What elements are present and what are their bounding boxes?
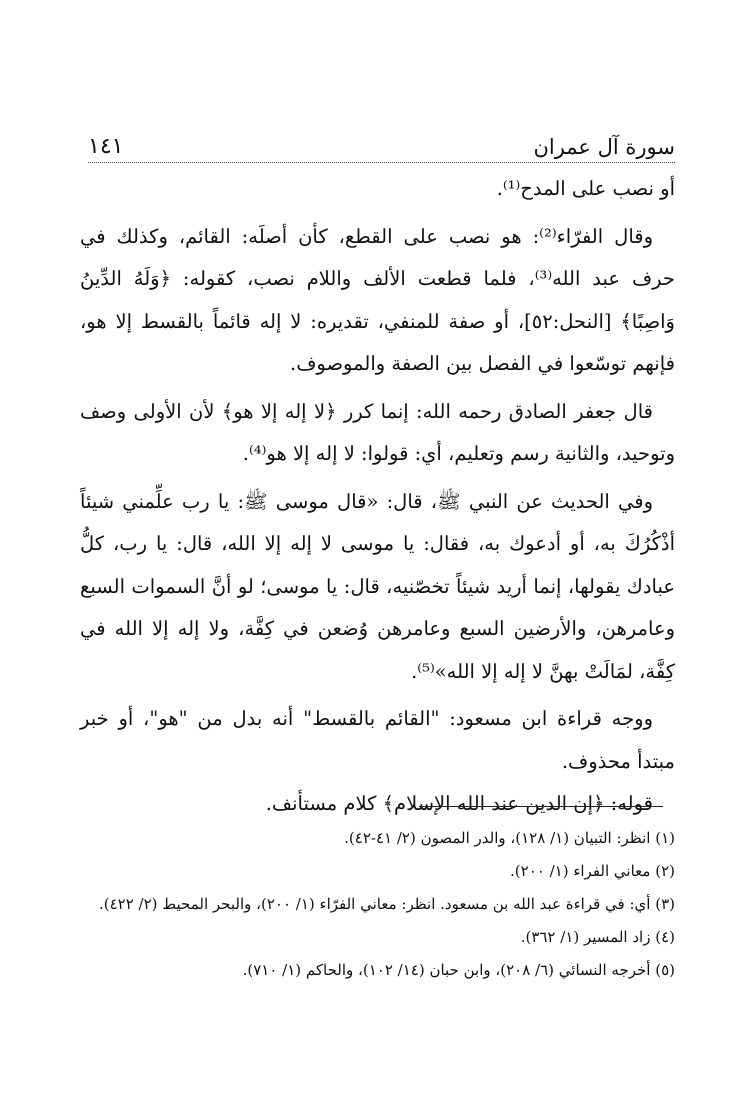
footnote: (٣) أي: في قراءة عبد الله بن مسعود. انظر: معاني الفرّاء (١/ ٢٠٠)، والبحر المحيط (٢/ ٤٢٢). [98,895,675,913]
page-header [88,128,675,163]
paragraph: قال جعفر الصادق رحمه الله: إنما كرر ﴿لا إله إلا هو﴾ لأن الأولى وصف وتوحيد، والثانية رسم وتعليم، أي: قولوا: لا إله إلا هو⁽⁴⁾. [80,399,675,465]
footnote: (١) انظر: التبيان (١/ ١٢٨)، والدر المصون (٢/ ٤١-٤٢). [344,829,675,847]
page-number: ١٤١ [88,134,124,159]
main-text [80,168,675,826]
surah-title: سورة آل عمران [533,135,675,159]
footnote: (٥) أخرجه النسائي (٦/ ٢٠٨)، وابن حبان (١٤/ ١٠٢)، والحاكم (١/ ٧١٠). [242,961,675,979]
footnote: (٢) معاني الفراء (١/ ٢٠٠). [510,862,675,880]
footnote: (٤) زاد المسير (١/ ٣٦٢). [520,928,675,946]
paragraph: وفي الحديث عن النبي ﷺ، قال: «قال موسى ﷺ: يا رب علِّمني شيئاً أذْكُرُكَ به، أو أدعوك به، فقال: يا موسى لا إله إلا الله، قال: يا رب، كلُّ عبادك يقولها، إنما أريد شيئاً تخصّنيه، قال: يا موسى؛ لو أنَّ السموات السبع وعامرهن، والأرضين السبع وعامرهن وُضعن في كِفَّة، ولا إله إلا الله في كِفَّة، لمَالَتْ بهنَّ لا إله إلا الله»⁽⁵⁾. [80,489,675,683]
footnote-separator [419,806,663,807]
paragraph: قوله: ﴿إن الدين عند الله الإسلام﴾ كلام مستأنف. [265,792,653,815]
paragraph: ووجه قراءة ابن مسعود: "القائم بالقسط" أنه بدل من "هو"، أو خبر مبتدأ محذوف. [80,707,675,773]
paragraph: وقال الفرّاء⁽²⁾: هو نصب على القطع، كأن أصلَه: القائم، وكذلك في حرف عبد الله⁽³⁾، فلما قطعت الألف واللام نصب، كقوله: ﴿وَلَهُ الدِّينُ وَاصِبًا﴾ [النحل:٥٢]، أو صفة للمنفي، تقديره: لا إله قائماً بالقسط إلا هو، فإنهم توسّعوا في الفصل بين الصفة والموصوف. [80,224,675,375]
footnotes [80,822,675,987]
paragraph: أو نصب على المدح⁽¹⁾. [496,177,675,200]
